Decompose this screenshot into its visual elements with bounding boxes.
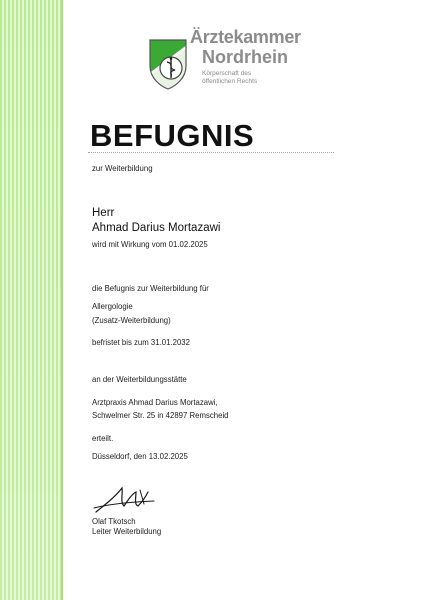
- stripe-fade: [0, 0, 61, 600]
- signatory-role: Leiter Weiterbildung: [92, 527, 162, 536]
- title-divider: [88, 152, 334, 153]
- facility-address: Schwelmer Str. 25 in 42897 Remscheid: [92, 411, 229, 420]
- validity-line: befristet bis zum 31.01.2032: [92, 338, 190, 347]
- effective-date-line: wird mit Wirkung vom 01.02.2025: [92, 240, 208, 249]
- handwritten-signature: [92, 482, 162, 516]
- document-title: BEFUGNIS: [90, 118, 255, 153]
- salutation: Herr: [92, 207, 115, 219]
- authority-line: die Befugnis zur Weiterbildung für: [92, 284, 209, 293]
- specialty-type: (Zusatz-Weiterbildung): [92, 316, 171, 325]
- recipient-name: Ahmad Darius Mortazawi: [92, 222, 221, 234]
- place-and-date: Düsseldorf, den 13.02.2025: [92, 452, 188, 461]
- granted-text: erteilt.: [92, 434, 114, 443]
- organization-subtitle: Körperschaft des öffentlichen Rechts: [202, 70, 258, 85]
- coat-of-arms-caduceus-icon: [148, 38, 188, 90]
- facility-name: Arztpraxis Ahmad Darius Mortazawi,: [92, 398, 218, 407]
- organization-name-line2: Nordrhein: [202, 47, 289, 67]
- document-subtitle: zur Weiterbildung: [92, 164, 153, 173]
- organization-logo: [148, 27, 301, 98]
- specialty: Allergologie: [92, 302, 133, 311]
- organization-name-line1: Ärztekammer: [190, 27, 301, 47]
- signatory-name: Olaf Tkotsch: [92, 517, 136, 526]
- facility-intro: an der Weiterbildungsstätte: [92, 375, 187, 384]
